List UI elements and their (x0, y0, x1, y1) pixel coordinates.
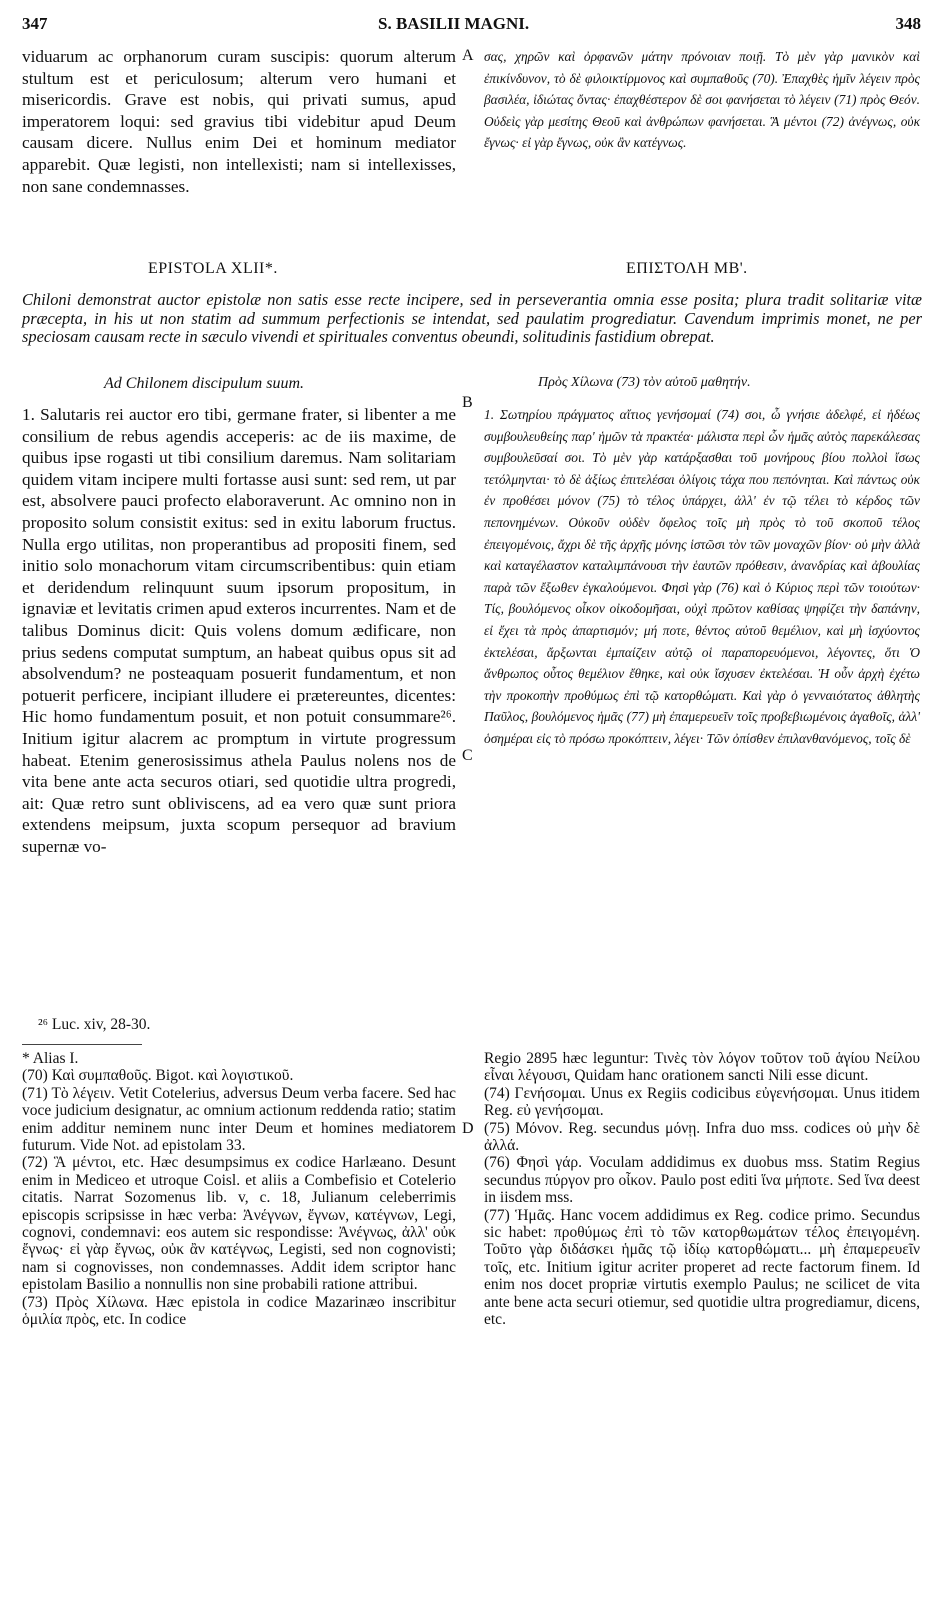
note-item: (73) Πρὸς Χίλωνα. Hæc epistola in codice Mazarinæo inscribitur ὁμιλία πρὸς, etc. In codice (22, 1293, 456, 1329)
note-item: * Alias I. (22, 1050, 79, 1067)
page-number-left: 347 (22, 14, 48, 33)
latin-body: 1. Salutaris rei auctor ero tibi, germane frater, si libenter a me consilium de rebus agendis acceperis: ac de iis maxime, de quibus ipse rogasti ut tibi consilium daremus. Nam solitariam quidem vitam incipere multi fortasse ausi sunt: sed rem, ut par est, absolvere pauci profecto elaboraverunt. Ac omnino non in proposito solum consistit exitus: sed in exitu laborum fructus. Nulla ergo utilitas, non properantibus ad propositi finem, sed initio solo monachorum vitam circumscribentibus: quin etiam et deridendum relinquunt suum ipsorum propositum, in ignaviæ et levitatis crimen apud exteros incurrentes. Nam et de talibus Dominus dicit: Quis volens domum ædificare, non prius sedens computat sumptum, an habeat quibus opus sit ad absolvendum? ne posteaquam posuerit fundamentum, et non potuerit perficere, incipiant illudere ei prætereuntes, dicentes: Hic homo fundamentum posuit, et non potuit consummare²⁶. Initium igitur alacrem ac promptum in virtute progressum habeat. Etenim generosissimus athela Paulus nolens nos de vita bene ante acta securos otiari, sed quotidie ultra progredi, ait: Quæ retro sunt obliviscens, ad ea vero quæ sunt priora extendens meipsum, juxta scopum persequor ad bravium supernæ vo- (22, 405, 456, 856)
margin-mark-d: D (462, 1120, 474, 1137)
note-item: (77) Ἡμᾶς. Hanc vocem addidimus ex Reg. codice primo. Secundus sic habet: προθύμως ἐπὶ τὸ τῶν κατορθωμάτων τέλος ἐπειγομένη. Τοῦτο γὰρ διδάσκει ἡμᾶς τῷ ἰδίῳ κατορθώματι... μὴ ἐπαμερευεῖν τοῖς, etc. Initium igitur acriter properet ad recte factorum finem. Id enim nos docet propriæ virtutis exemplo Paulus; ne scilicet de vita ante bene acta securi otiemur, sed quotidie ultra progrediamur, dicens, etc. (484, 1206, 920, 1329)
note-item: (76) Φησὶ γάρ. Voculam addidimus ex duobus mss. Statim Regius secundus πύργον pro οἶκον. Paulo post editi ἵνα μήποτε. Sed ἵνα deest in iisdem mss. (484, 1154, 920, 1207)
greek-body: 1. Σωτηρίου πράγματος αἴτιος γενήσομαί (74) σοι, ὦ γνήσιε ἀδελφέ, εἰ ἡδέως συμβουλευθείης παρ' ἡμῶν τὰ πρακτέα· μάλιστα περὶ ὧν ἡμᾶς αὐτὸς παρεκάλεσας συμβουλεῦσαί σοι. Τὸ μὲν γὰρ κατάρξασθαι τοῦ μονήρους βίου πολλοὶ ἴσως τετόλμηνται· τὸ δὲ ἀξίως ἐπιτελέσαι ὀλίγοις τάχα που πεπόνηται. Καὶ πάντως οὐκ ἐν προθέσει μόνον (75) τὸ τέλος ὑπάρχει, ἀλλ' ἐν τῷ τέλει τὸ κέρδος τῶν πεπονημένων. Οὐκοῦν οὐδὲν ὄφελος τοῖς μὴ πρὸς τὸ τοῦ σκοποῦ τέλος ἐπειγομένοις, ἄχρι δὲ τῆς ἀρχῆς μόνης ἱστῶσι τὸν τῶν μοναχῶν βίον· οὐ μὴν ἀλλὰ καὶ καταγέλαστον καταλιμπάνουσι τὴν ἑαυτῶν πρόθεσιν, ἀνανδρίας καὶ ἀβουλίας παρὰ τῶν ἔξωθεν ἐγκαλούμενοι. Φησὶ γὰρ (76) καὶ ὁ Κύριος περὶ τῶν τοιούτων· Τίς, βουλόμενος οἶκον οἰκοδομῆσαι, οὐχὶ πρῶτον καθίσας ψηφίζει τὴν δαπάνην, εἰ ἔχει τὰ πρὸς ἀπαρτισμόν; μή ποτε, θέντος αὐτοῦ θεμέλιον, καὶ μὴ ἰσχύοντος ἐκτελέσαι, ἄρξωνται ἐμπαίζειν αὐτῷ οἱ παραπορευόμενοι, λέγοντες, ὅτι Ὁ ἄνθρωπος οὗτος θεμέλιον ἔθηκε, καὶ οὐκ ἴσχυσεν ἐκτελέσαι. Ἡ οὖν ἀρχὴ ἐχέτω τὴν προκοπὴν προθύμως ἐπὶ τῷ κατορθώματι. Καὶ γὰρ ὁ γενναιότατος ἀθλητὴς Παῦλος, βουλόμενος ἡμᾶς (77) μὴ ἐπαμερευεῖν τοῖς προβεβιωμένοις ἀγαθοῖς, ἀλλ' ὁσημέραι εἰς τὸ πρόσω προκόπτειν, λέγει· Τῶν ὀπίσθεν ἐπιλανθανόμενος, τοῖς δὲ (484, 407, 920, 746)
margin-mark-a: A (462, 47, 474, 64)
notes-divider (22, 1044, 142, 1045)
notes-right (484, 1050, 920, 1329)
greek-continuation: σας, χηρῶν καὶ ὀρφανῶν μάτην πρόνοιαν ποιῇ. Τὸ μὲν γὰρ μανικὸν καὶ ἐπικίνδυνον, τὸ δὲ φιλοικτίρμονος καὶ συμπαθοῦς (70). Ἐπαχθὲς ἡμῖν λέγειν πρὸς βασιλέα, ἰδιώτας ὄντας· ἐπαχθέστερον δὲ σοι φανήσεται τὸ λέγειν (71) πρὸς Θεόν. Οὐδεὶς γὰρ μεσίτης Θεοῦ καὶ ἀνθρώπων φανήσεται. Ἃ μέντοι (72) ἀνέγνως, οὐκ ἔγνως· εἰ γὰρ ἔγνως, οὐκ ἂν κατέγνως. (484, 49, 920, 151)
note-item: (71) Τὸ λέγειν. Vetit Cotelerius, adversus Deum verba facere. Sed hac voce judicium designatur, ac omnium actionum reddenda ratio; statim enim additur neminem nunc inter Deum et homines mediatorem futurum. Vide Not. ad epistolam 33. (22, 1084, 456, 1155)
page-number-right: 348 (895, 14, 921, 33)
epistle-title-greek: ΕΠΙΣΤΟΛΗ ΜΒ'. (626, 260, 748, 277)
epistle-summary: Chiloni demonstrat auctor epistolæ non satis esse recte incipere, sed in perseverantia omnia esse posita; plura tradit solitariæ vitæ præcepta, in his ut non statim ad summum perfectionis se intendat, sed paulatim progrediatur. Cavendum imprimis monet, ne per speciosam causam recte in sæculo vivendi et spirituales conventus obeundi, solitudinis fastidium obrepat. (22, 290, 922, 347)
note-item: Regio 2895 hæc leguntur: Τινὲς τὸν λόγον τοῦτον τοῦ ἁγίου Νείλου εἶναι λέγουσι, Quidam hanc orationem sancti Nili esse dicunt. (484, 1050, 920, 1085)
note-item: (70) Καὶ συμπαθοῦς. Bigot. καὶ λογιστικοῦ. (22, 1067, 294, 1085)
note-item: (74) Γενήσομαι. Unus ex Regiis codicibus εὐγενήσομαι. Unus itidem Reg. εὐ γενήσομαι. (484, 1084, 920, 1120)
running-title: S. BASILII MAGNI. (378, 14, 530, 33)
subtitle-latin: Ad Chilonem discipulum suum. (104, 375, 304, 392)
note-item: (75) Μόνον. Reg. secundus μόνῃ. Infra duo mss. codices οὐ μὴν δὲ ἀλλά. (484, 1119, 920, 1155)
epistle-title-latin: EPISTOLA XLII*. (148, 260, 278, 277)
scripture-footnote: ²⁶ Luc. xiv, 28-30. (38, 1016, 151, 1033)
latin-continuation: viduarum ac orphanorum curam suscipis: quorum alterum stultum est et periculosum; alterum vero humani et misericordis. Grave est nobis, qui privati sumus, apud imperatorem loqui: sed gravius tibi videbitur apud Deum causam dicere. Nullus enim Dei et hominum mediator apparebit. Quæ legisti, non intellexisti; nam si intellexisses, non sane condemnasses. (22, 47, 456, 196)
subtitle-greek: Πρὸς Χίλωνα (73) τὸν αὐτοῦ μαθητήν. (538, 375, 751, 390)
margin-mark-b: B (462, 394, 473, 411)
notes-left (22, 1050, 456, 1329)
margin-mark-c: C (462, 747, 473, 764)
note-item: (72) Ἃ μέντοι, etc. Hæc desumpsimus ex codice Harlæano. Desunt enim in Mediceo et utroque Coisl. et aliis a Combefisio et Cotelerio citatis. Narrat Sozomenus lib. v, c. 18, Julianum celeberrimis episcopis scripsisse in hæc verba: Ἀνέγνων, ἔγνων, κατέγνων, Legi, cognovi, condemnavi: eos autem sic respondisse: Ἀνέγνως, ἀλλ' οὐκ ἔγνως· εἰ γὰρ ἔγνως, οὐκ ἂν κατέγνως, Legisti, sed non cognovisti; nam si cognovisses, non condemnasses. Addit idem scriptor hanc epistolam Basilio a nonnullis non sine probabili ratione attribui. (22, 1154, 456, 1294)
